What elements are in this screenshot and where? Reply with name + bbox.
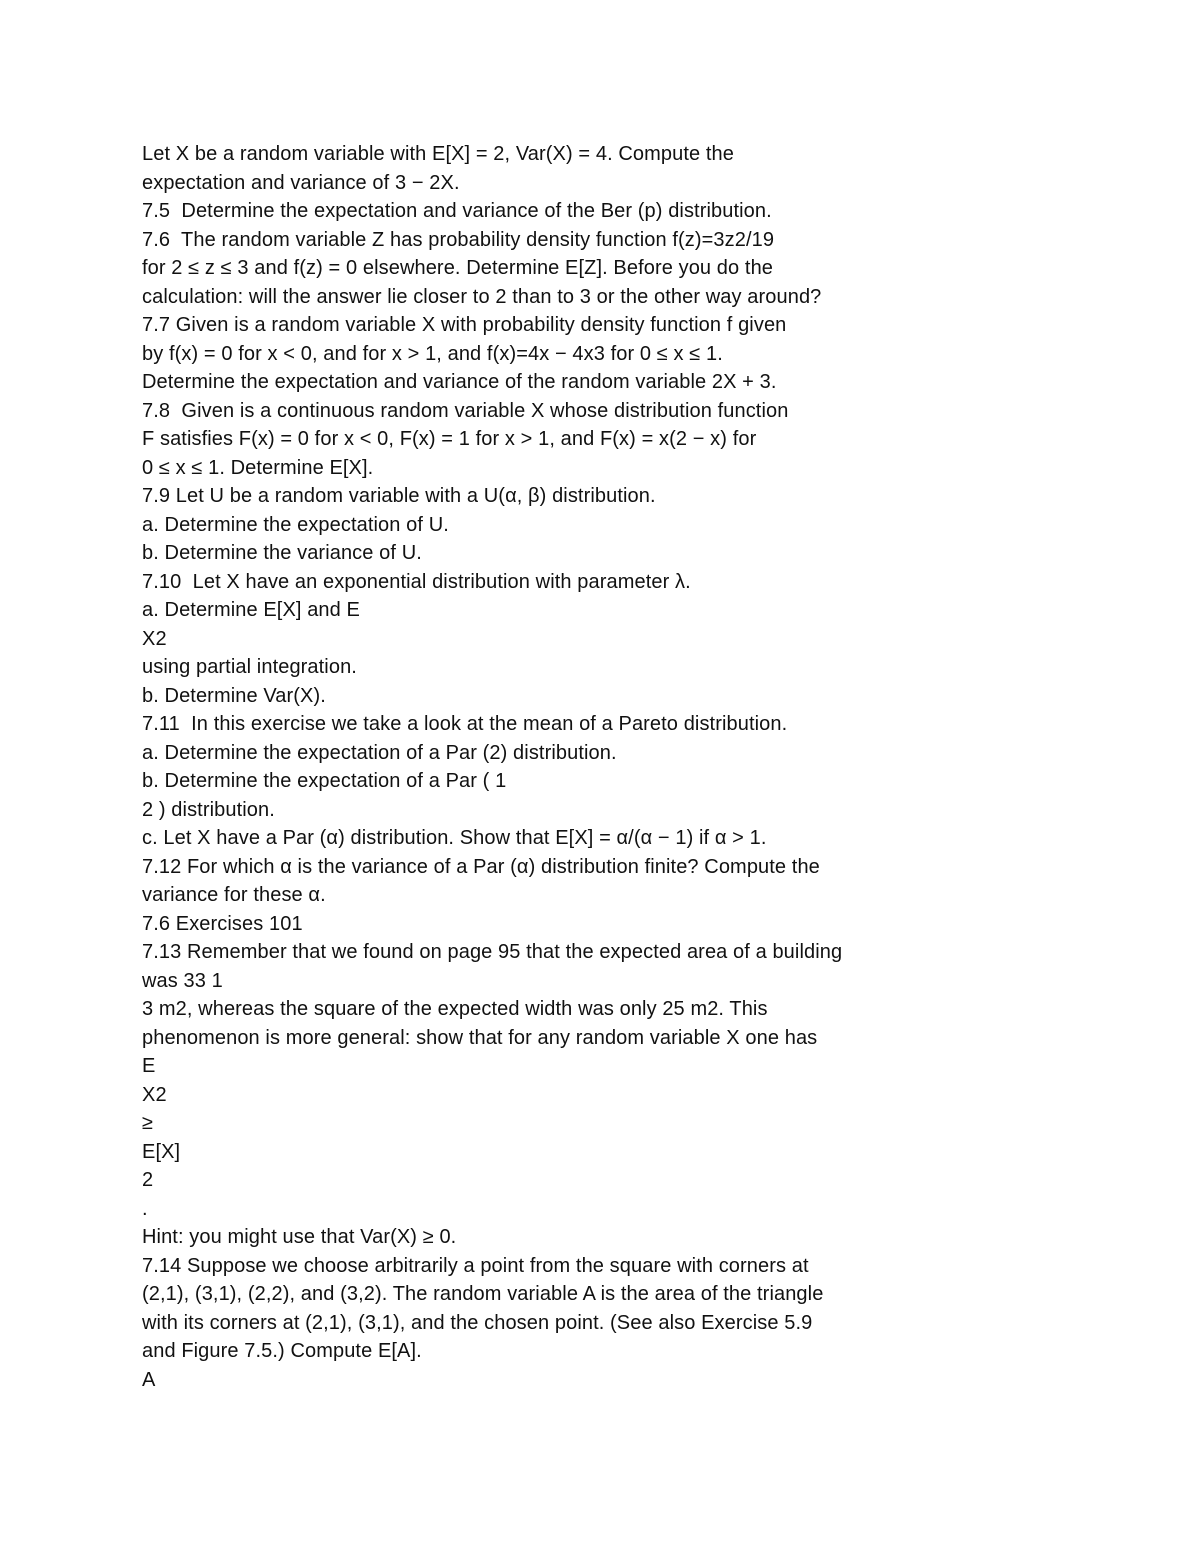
text-line: using partial integration. <box>142 656 357 678</box>
text-line: 7.12 For which α is the variance of a Par (α) distribution finite? Compute the <box>142 855 820 878</box>
text-line: A <box>142 1368 156 1391</box>
text-line: F satisfies F(x) = 0 for x < 0, F(x) = 1 for x > 1, and F(x) = x(2 − x) for <box>142 428 757 450</box>
text-line: 3 m2, whereas the square of the expected width was only 25 m2. This <box>142 998 768 1020</box>
text-line: 7.8 Given is a continuous random variable X whose distribution function <box>142 399 789 422</box>
text-line: phenomenon is more general: show that for any random variable X one has <box>142 1026 818 1049</box>
text-line: 7.13 Remember that we found on page 95 that the expected area of a building <box>142 941 843 963</box>
document-text <box>142 140 1042 1394</box>
text-line: b. Determine the expectation of a Par ( 1 <box>142 770 507 792</box>
text-line: ≥ <box>142 1112 154 1134</box>
text-line: calculation: will the answer lie closer to 2 than to 3 or the other way around? <box>142 285 822 308</box>
text-line: a. Determine the expectation of U. <box>142 513 449 536</box>
text-line: variance for these α. <box>142 884 326 906</box>
text-line: 7.6 Exercises 101 <box>142 912 303 935</box>
text-line: c. Let X have a Par (α) distribution. Show that E[X] = α/(α − 1) if α > 1. <box>142 827 767 849</box>
text-line: E <box>142 1055 156 1077</box>
text-line: and Figure 7.5.) Compute E[A]. <box>142 1340 422 1362</box>
text-line: (2,1), (3,1), (2,2), and (3,2). The random variable A is the area of the triangle <box>142 1283 824 1305</box>
text-line: X2 <box>142 1083 167 1106</box>
text-line: 7.7 Given is a random variable X with probability density function f given <box>142 314 787 336</box>
text-line: 7.5 Determine the expectation and variance of the Ber (p) distribution. <box>142 200 772 222</box>
text-line: for 2 ≤ z ≤ 3 and f(z) = 0 elsewhere. Determine E[Z]. Before you do the <box>142 257 774 279</box>
text-line: was 33 1 <box>142 969 223 992</box>
text-line: Let X be a random variable with E[X] = 2, Var(X) = 4. Compute the <box>142 143 734 165</box>
text-line: by f(x) = 0 for x < 0, and for x > 1, and f(x)=4x − 4x3 for 0 ≤ x ≤ 1. <box>142 342 723 365</box>
text-line: 2 <box>142 1169 154 1191</box>
text-line: with its corners at (2,1), (3,1), and the chosen point. (See also Exercise 5.9 <box>142 1311 813 1334</box>
text-line: Determine the expectation and variance of the random variable 2X + 3. <box>142 371 777 393</box>
text-line: Hint: you might use that Var(X) ≥ 0. <box>142 1226 457 1248</box>
text-line: E[X] <box>142 1140 181 1163</box>
text-line: 7.10 Let X have an exponential distribution with parameter λ. <box>142 570 691 593</box>
text-line: . <box>142 1197 148 1220</box>
text-line: X2 <box>142 627 167 650</box>
text-line: expectation and variance of 3 − 2X. <box>142 171 460 194</box>
text-line: a. Determine the expectation of a Par (2) distribution. <box>142 741 617 764</box>
text-line: b. Determine the variance of U. <box>142 542 422 564</box>
text-line: 7.9 Let U be a random variable with a U(α, β) distribution. <box>142 485 656 507</box>
text-line: 7.11 In this exercise we take a look at the mean of a Pareto distribution. <box>142 713 788 735</box>
text-line: b. Determine Var(X). <box>142 684 326 707</box>
text-line: 2 ) distribution. <box>142 798 275 821</box>
text-line: 7.14 Suppose we choose arbitrarily a point from the square with corners at <box>142 1254 809 1277</box>
text-line: a. Determine E[X] and E <box>142 599 360 621</box>
text-line: 7.6 The random variable Z has probability density function f(z)=3z2/19 <box>142 228 775 251</box>
text-line: 0 ≤ x ≤ 1. Determine E[X]. <box>142 456 374 479</box>
